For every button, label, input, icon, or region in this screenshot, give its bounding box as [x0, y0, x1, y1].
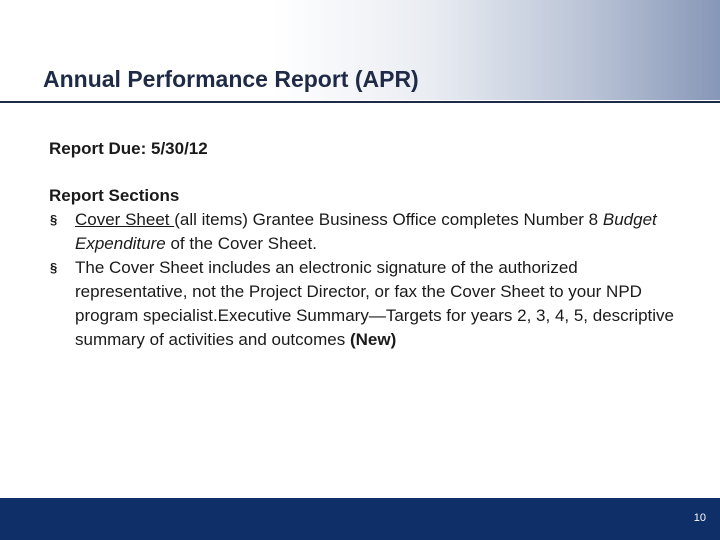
page-number: 10 [693, 512, 706, 524]
budget-expenditure-text: Budget Expenditure [75, 210, 657, 253]
list-item [49, 256, 689, 352]
report-due: Report Due: 5/30/12 [49, 139, 208, 158]
bullet-text: (all items) Grantee Business Office completes Number 8 [174, 210, 603, 229]
report-sections-heading: Report Sections [49, 186, 180, 205]
title-divider [0, 101, 720, 103]
report-sections-list [49, 208, 689, 352]
bullet-text: The Cover Sheet includes an electronic signature of the authorized representative, not the Project Director, or fax the Cover Sheet to your NPD program specialist.Executive Summary—Targets for years 2, 3, 4, 5, descriptive summary of activities and outcomes [75, 258, 675, 349]
cover-sheet-link[interactable]: Cover Sheet [75, 210, 175, 229]
slide-title: Annual Performance Report (APR) [43, 66, 419, 92]
list-item [49, 208, 689, 256]
footer-bar [0, 498, 720, 540]
bullet-icon: § [50, 212, 58, 227]
new-label: (New) [349, 330, 397, 349]
bullet-text: of the Cover Sheet. [165, 234, 317, 253]
bullet-icon: § [50, 260, 58, 275]
